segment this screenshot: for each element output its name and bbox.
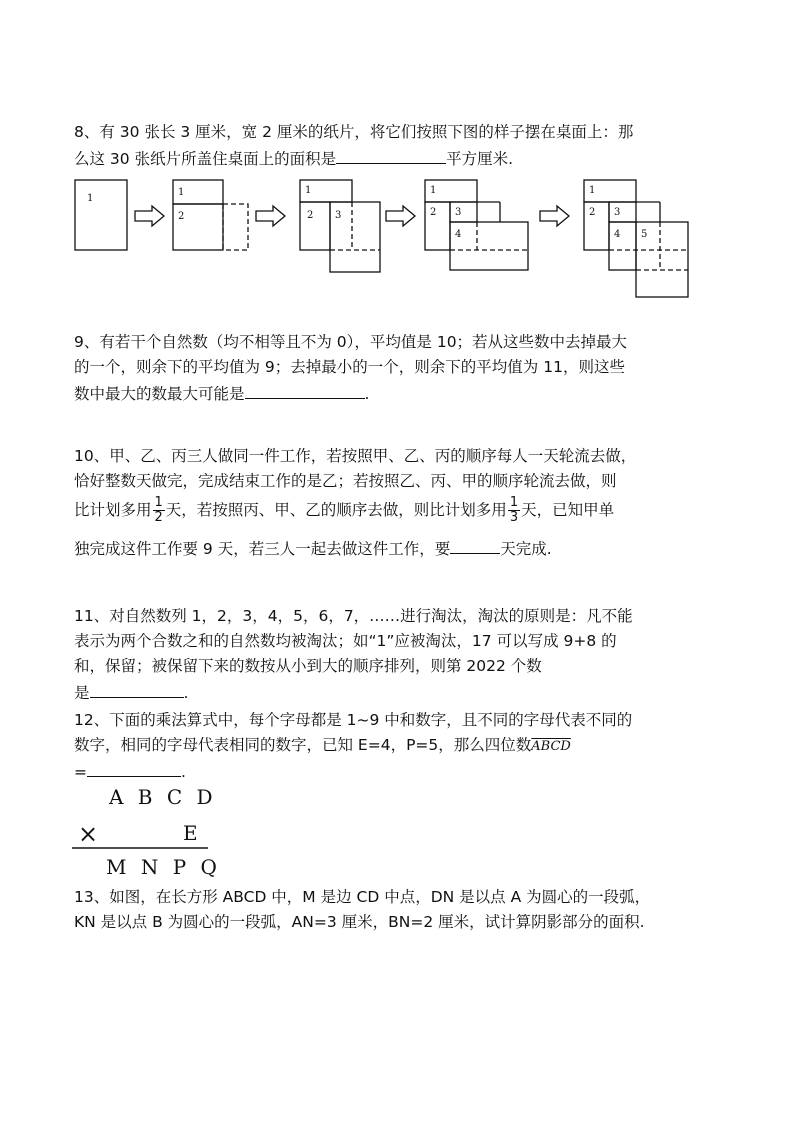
q10-line2: 恰好整数天做完，完成结束工作的是乙；若按照乙、丙、甲的顺序轮流去做，则 [74, 472, 617, 490]
q12-line1: 12、下面的乘法算式中，每个字母都是 1~9 中和数字，且不同的字母代表不同的 [74, 711, 633, 729]
q9-answer-blank [245, 382, 365, 399]
q12-line2 [74, 735, 571, 757]
q8-label: 2 [307, 210, 314, 221]
q10-line4 [74, 537, 552, 559]
q10-line4-text: 独完成这件工作要 9 天，若三人一起去做这件工作，要 [74, 540, 451, 558]
q11-line4-end: . [183, 684, 189, 702]
q12-line2-text: 数字，相同的字母代表相同的数字，已知 E=4，P=5，那么四位数 [74, 736, 532, 754]
q10-frac1-num: 1 [154, 495, 163, 510]
q8-label: 4 [614, 229, 621, 240]
q11-answer-blank [90, 681, 184, 698]
q9-line3-text: 数中最大的数最大可能是 [74, 385, 245, 403]
q11-line4 [74, 681, 188, 703]
q8-line1: 8、有 30 张长 3 厘米，宽 2 厘米的纸片，将它们按照下图的样子摆在桌面上：那 [74, 123, 634, 141]
q8-label: 5 [641, 229, 648, 240]
q11-line3: 和，保留；被保留下来的数按从小到大的顺序排列，则第 2022 个数 [74, 657, 542, 675]
q8-answer-blank [336, 147, 446, 164]
q10-fraction-half [153, 496, 165, 525]
q9-line3-end: . [364, 385, 370, 403]
q8-label: 1 [589, 185, 596, 196]
q8-paper-diagram [70, 175, 710, 305]
q11-line1: 11、对自然数列 1，2，3，4，5，6，7，……进行淘汰，淘汰的原则是：凡不能 [74, 607, 633, 625]
q12-line3-text: = [74, 763, 87, 781]
q8-label: 3 [335, 210, 342, 221]
q10-fraction-third [508, 496, 520, 525]
q10-answer-blank [450, 537, 500, 554]
q9-line2: 的一个，则余下的平均值为 9；去掉最小的一个，则余下的平均值为 11，则这些 [74, 358, 625, 376]
q8-label: 2 [430, 207, 437, 218]
q12-line3 [74, 760, 186, 782]
q12-multiplicand: A B C D [109, 785, 217, 809]
q8-label: 3 [614, 207, 621, 218]
q8-label: 1 [178, 187, 185, 198]
q10-line3-text-c: 天，已知甲单 [521, 501, 615, 519]
q8-label: 3 [455, 207, 462, 218]
q9-line3 [74, 382, 369, 404]
q12-overline-number: ABCD [531, 739, 571, 754]
q8-label: 1 [430, 185, 437, 196]
q8-label: 4 [455, 229, 462, 240]
q9-line1: 9、有若干个自然数（均不相等且不为 0），平均值是 10；若从这些数中去掉最大 [74, 333, 628, 351]
q12-times-sign: × [78, 820, 99, 848]
q10-line4-end: 天完成. [500, 540, 552, 558]
q11-line2: 表示为两个合数之和的自然数均被淘汰；如“1”应被淘汰，17 可以写成 9+8 的 [74, 632, 617, 650]
q12-rule [72, 846, 212, 850]
q8-label: 1 [305, 185, 312, 196]
q8-line2-text: 么这 30 张纸片所盖住桌面上的面积是 [74, 150, 337, 168]
q12-product: M N P Q [106, 855, 221, 879]
q10-line1: 10、甲、乙、丙三人做同一件工作，若按照甲、乙、丙的顺序每人一天轮流去做， [74, 447, 637, 465]
q10-frac2-den: 3 [509, 510, 519, 525]
q13-line2: KN 是以点 B 为圆心的一段弧，AN=3 厘米，BN=2 厘米，试计算阴影部分的面积. [74, 913, 645, 931]
q8-line2 [74, 147, 513, 169]
q8-label: 1 [87, 193, 94, 204]
q10-frac1-den: 2 [154, 510, 163, 525]
q10-line3-text-a: 比计划多用 [74, 501, 152, 519]
q13-line1: 13、如图，在长方形 ABCD 中，M 是边 CD 中点，DN 是以点 A 为圆心的一段弧， [74, 888, 651, 906]
q12-multiplier: E [183, 821, 198, 845]
q12-answer-blank [87, 760, 181, 777]
q10-frac2-num: 1 [509, 495, 519, 510]
q8-line2-unit: 平方厘米. [446, 150, 514, 168]
q12-line3-end: . [181, 763, 186, 781]
q8-label: 2 [589, 207, 596, 218]
q11-line4-text: 是 [74, 684, 90, 702]
q8-label: 2 [178, 211, 185, 222]
q10-line3 [74, 496, 614, 525]
q10-line3-text-b: 天，若按照丙、甲、乙的顺序去做，则比计划多用 [165, 501, 507, 519]
